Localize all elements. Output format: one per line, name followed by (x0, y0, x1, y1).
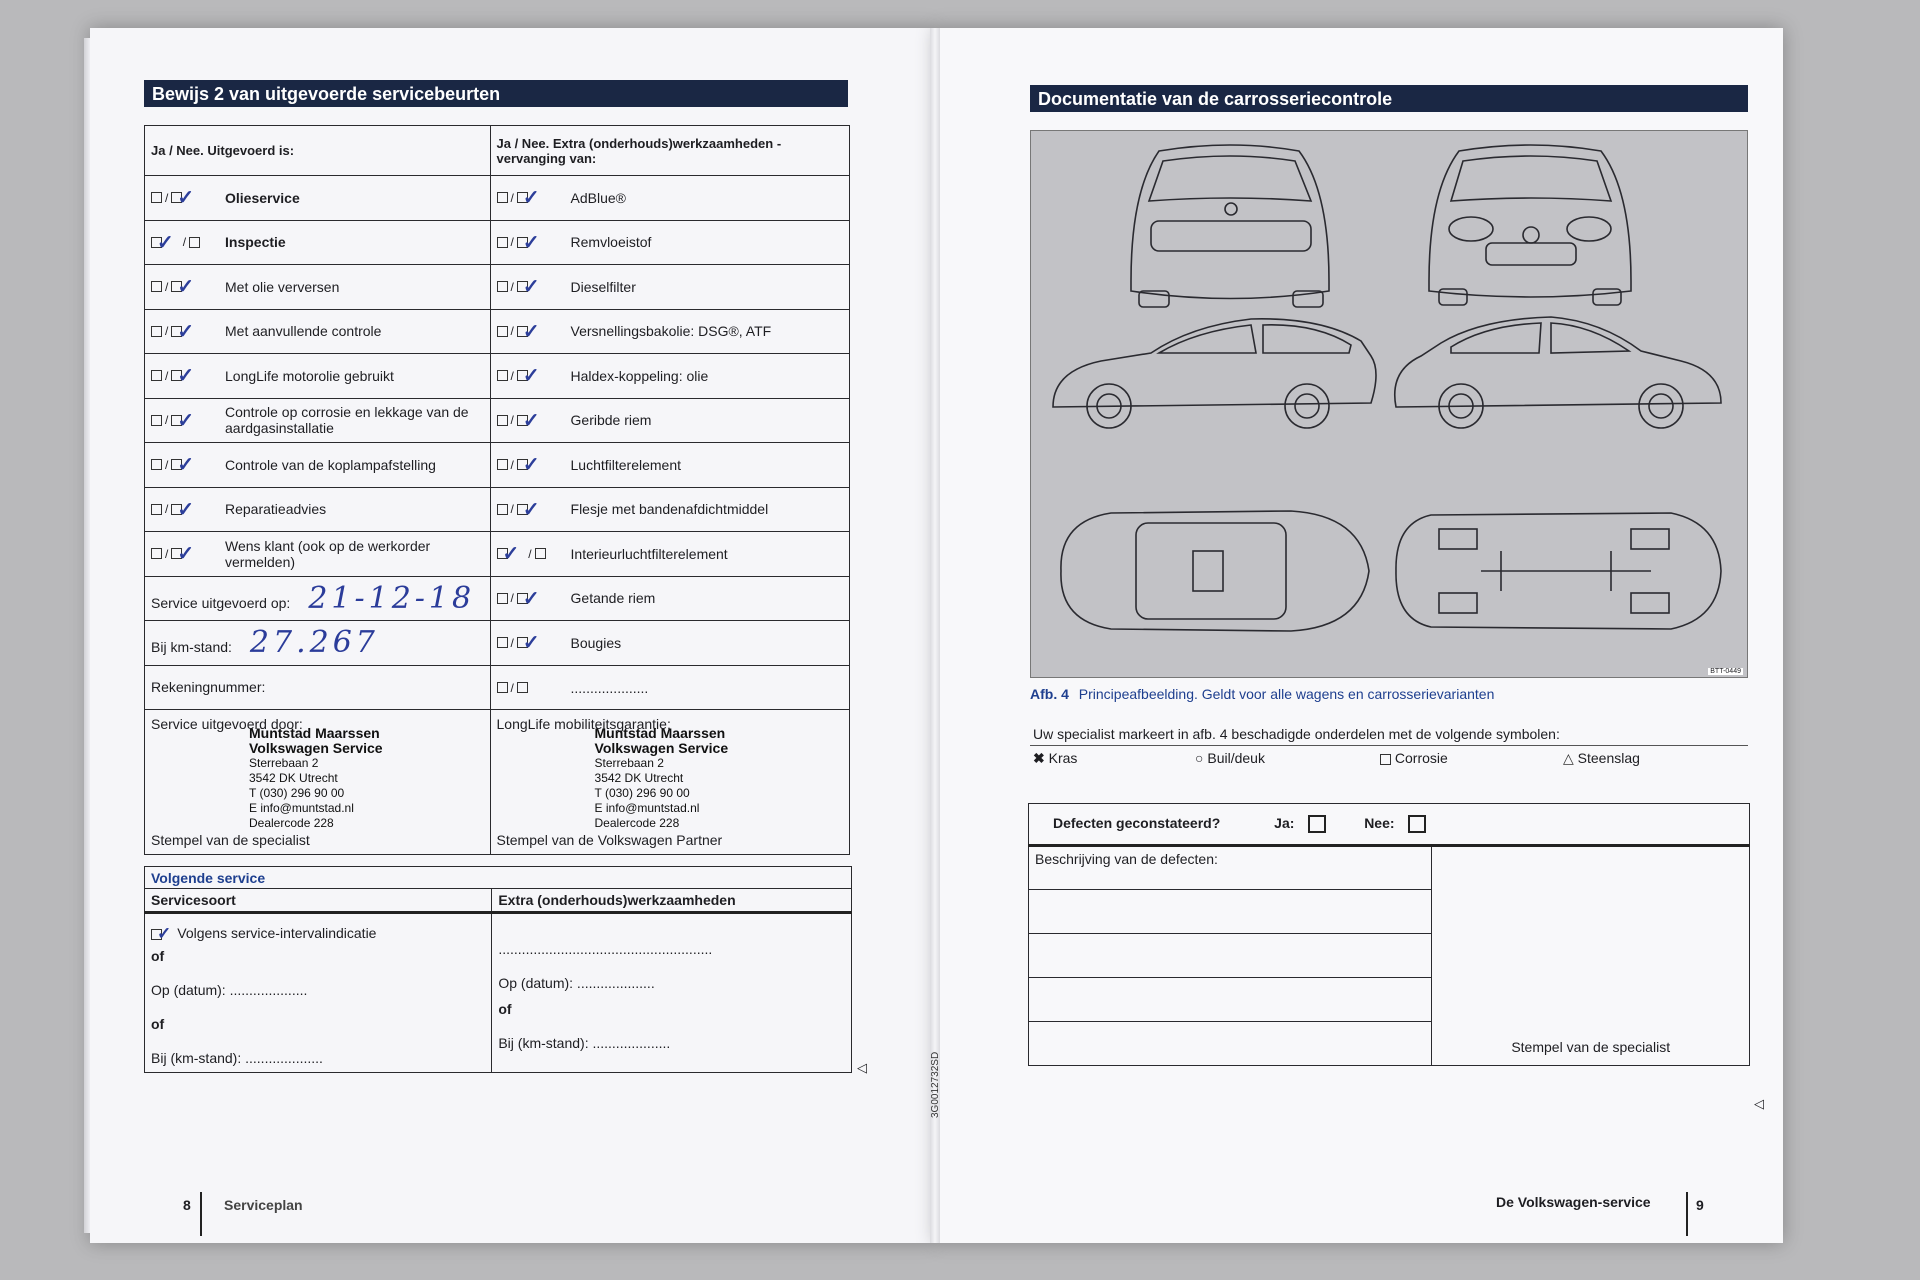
checkmark-icon: ✓ (522, 231, 540, 254)
next-date-field[interactable]: Op (datum): .................... (151, 982, 308, 999)
right-item-cell: / ✓ Luchtfilterelement (490, 443, 849, 488)
checkbox-ja[interactable] (151, 192, 162, 203)
triangle-icon: △ (1563, 750, 1574, 766)
table-row (145, 354, 850, 399)
stamp-brand: Volkswagen Service (249, 740, 383, 756)
checkmark-icon: ✓ (177, 454, 195, 477)
stamp-row (145, 710, 850, 855)
stamp-name: Muntstad Maarssen (594, 725, 726, 741)
left-item-label: Reparatieadvies (225, 501, 327, 518)
right-item-label: Haldex-koppeling: olie (570, 367, 709, 384)
checkmark-icon: ✓ (522, 276, 540, 299)
table-row (145, 309, 850, 354)
footer-section-left: Serviceplan (224, 1197, 303, 1213)
left-item-label: Met aanvullende controle (225, 323, 382, 340)
checkbox-ja[interactable] (151, 370, 162, 381)
car-outlines-image (1031, 131, 1747, 677)
defect-line-4[interactable] (1029, 1022, 1432, 1066)
service-done-by-cell (145, 710, 491, 855)
right-item-cell: / ✓ Remvloeistof (490, 220, 849, 265)
right-item-cell: / ✓ Getande riem (490, 576, 849, 621)
checkbox-ja[interactable] (151, 281, 162, 292)
page-number-left: 8 (183, 1197, 191, 1213)
record-cell[interactable] (145, 621, 491, 666)
table-row (145, 176, 850, 221)
checkmark-icon: ✓ (177, 543, 195, 566)
table-row (145, 443, 850, 488)
marking-instruction: Uw specialist markeert in afb. 4 beschadigde onderdelen met de volgende symbolen: (1033, 726, 1560, 742)
dealer-stamp (249, 726, 383, 831)
legend-stonechip (1563, 750, 1640, 767)
defects-question: Defecten geconstateerd? (1053, 814, 1221, 831)
continue-arrow-icon: ◁ (857, 1060, 867, 1075)
stamp-email: E info@muntstad.nl (594, 801, 700, 815)
checkbox-ja[interactable] (497, 682, 508, 693)
table-row (145, 220, 850, 265)
left-item-cell: / ✓ Olieservice (145, 176, 491, 221)
car-diagram-panel (1030, 130, 1748, 678)
left-item-cell: / ✓ Controle van de koplampafstelling (145, 443, 491, 488)
caption-text: Principeafbeelding. Geldt voor alle wagens en carrosserievarianten (1078, 686, 1495, 702)
right-item-cell: / ✓ Bougies (490, 621, 849, 666)
table-row (145, 665, 850, 710)
legend-dent (1195, 750, 1265, 766)
checkbox-ja[interactable] (497, 370, 508, 381)
legend-scratch-label: Kras (1048, 750, 1078, 766)
checkbox-ja[interactable] (151, 548, 162, 559)
checkbox-ja[interactable] (497, 593, 508, 604)
checkbox-ja[interactable] (151, 415, 162, 426)
right-item-cell: / ✓ Flesje met bandenafdichtmiddel (490, 487, 849, 532)
checkbox-ja[interactable] (497, 459, 508, 470)
done-by-label: Service uitgevoerd door: (151, 716, 303, 732)
legend-corrosion (1380, 750, 1448, 766)
section-title-service-proof: Bewijs 2 van uitgevoerde servicebeurten (144, 80, 848, 107)
right-item-label: .................... (570, 679, 649, 696)
right-item-label: AdBlue® (570, 189, 626, 206)
checkbox-ja[interactable] (497, 504, 508, 515)
service-type-cell: ✓ Volgens service-intervalindicatie of Op (datum): .................... of Bij (km-stand): .................... (145, 913, 492, 1073)
footer-section-right: De Volkswagen-service (1496, 1194, 1651, 1210)
right-item-label: Getande riem (570, 590, 656, 607)
stamp-brand: Volkswagen Service (594, 740, 729, 756)
checkbox-ja[interactable] (497, 237, 508, 248)
left-item-cell: / ✓ Wens klant (ook op de werkorder vermelden) (145, 532, 491, 577)
specialist-stamp-area: Stempel van de specialist (1432, 846, 1750, 1066)
interval-label: Volgens service-intervalindicatie (177, 925, 377, 941)
service-table (144, 125, 850, 855)
extra-work-header: Extra (onderhouds)werkzaamheden (492, 889, 852, 913)
extra-date-field[interactable]: Op (datum): .................... (498, 975, 655, 991)
table-row (145, 265, 850, 310)
right-item-cell: / ✓ AdBlue® (490, 176, 849, 221)
yes-checkbox[interactable] (1308, 815, 1326, 833)
checkmark-icon: ✓ (177, 320, 195, 343)
yes-label: Ja: (1274, 814, 1295, 831)
no-checkbox[interactable] (1408, 815, 1426, 833)
checkmark-icon: ✓ (177, 409, 195, 432)
stamp-email: E info@muntstad.nl (249, 801, 354, 815)
right-item-label: Geribde riem (570, 412, 652, 429)
partner-stamp-label: Stempel van de Volkswagen Partner (496, 832, 723, 848)
stamp-phone: T (030) 296 90 00 (249, 786, 345, 800)
footer-divider (200, 1192, 202, 1236)
defect-line-1[interactable] (1029, 890, 1432, 934)
checkbox-ja[interactable] (151, 459, 162, 470)
next-service-title: Volgende service (145, 867, 852, 889)
right-item-label: Bougies (570, 634, 622, 651)
stamp-label: Stempel van de specialist (151, 832, 310, 848)
legend-corrosion-label: Corrosie (1394, 750, 1448, 766)
checkbox-ja[interactable] (497, 637, 508, 648)
left-item-cell: / ✓ Met olie verversen (145, 265, 491, 310)
legend-scratch (1033, 750, 1077, 767)
defect-line-3[interactable] (1029, 978, 1432, 1022)
table-row (145, 398, 850, 443)
stamp-dealer: Dealercode 228 (249, 816, 334, 830)
left-item-cell: / ✓ Controle op corrosie en lekkage van de aardgasinstallatie (145, 398, 491, 443)
checkbox-ja[interactable] (497, 415, 508, 426)
figure-caption (1030, 686, 1494, 702)
legend-stonechip-label: Steenslag (1577, 750, 1640, 766)
next-service-table (144, 866, 852, 1073)
square-icon (1380, 754, 1391, 765)
service-date-label: Service uitgevoerd op: (151, 594, 291, 611)
checkbox-ja[interactable] (497, 192, 508, 203)
checkmark-icon: ✓ (177, 365, 195, 388)
left-item-cell: / ✓ LongLife motorolie gebruikt (145, 354, 491, 399)
checkmark-icon: ✓ (522, 454, 540, 477)
figure-code: BTT-0449 (1710, 668, 1741, 675)
right-item-label: Luchtfilterelement (570, 456, 682, 473)
right-item-label: Remvloeistof (570, 234, 652, 251)
continue-arrow-icon: ◁ (1754, 1096, 1764, 1111)
left-item-label: Olieservice (225, 189, 300, 206)
legend-divider (1030, 745, 1748, 746)
defect-line-2[interactable] (1029, 934, 1432, 978)
right-item-cell: / .................... (490, 665, 849, 710)
left-item-label: Controle van de koplampafstelling (225, 456, 436, 473)
legend-dent-label: Buil/deuk (1207, 750, 1265, 766)
longlife-label: LongLife mobiliteitsgarantie: (496, 716, 671, 732)
left-item-cell: / ✓ Reparatieadvies (145, 487, 491, 532)
checkmark-icon: ✓ (522, 632, 540, 655)
or-label: of (151, 1016, 165, 1033)
checkmark-icon: ✓ (522, 498, 540, 521)
stamp-street: Sterrebaan 2 (249, 756, 319, 770)
right-item-label: Dieselfilter (570, 278, 636, 295)
checkbox-nee[interactable] (535, 548, 546, 559)
stamp-city: 3542 DK Utrecht (249, 771, 338, 785)
stamp-phone: T (030) 296 90 00 (594, 786, 690, 800)
right-item-cell: / ✓ Versnellingsbakolie: DSG®, ATF (490, 309, 849, 354)
defects-header (1029, 804, 1750, 846)
checkbox-nee[interactable] (189, 237, 200, 248)
no-label: Nee: (1364, 814, 1395, 831)
left-item-cell: / ✓ Met aanvullende controle (145, 309, 491, 354)
extra-km-field[interactable]: Bij (km-stand): .................... (498, 1035, 671, 1051)
right-item-cell: / ✓ Geribde riem (490, 398, 849, 443)
left-item-label: LongLife motorolie gebruikt (225, 367, 394, 384)
extra-work-field[interactable]: ....................................................... (498, 941, 713, 957)
right-item-cell: / ✓ Haldex-koppeling: olie (490, 354, 849, 399)
checkmark-icon: ✓ (502, 543, 520, 566)
checkmark-icon: ✓ (522, 187, 540, 210)
defects-table (1028, 803, 1750, 1066)
checkmark-icon: ✓ (177, 498, 195, 521)
stamp-name: Muntstad Maarssen (249, 725, 380, 741)
page-number-right: 9 (1696, 1197, 1704, 1213)
right-item-label: Versnellingsbakolie: DSG®, ATF (570, 323, 772, 340)
checkmark-icon: ✓ (522, 320, 540, 343)
km-value-handwritten: 27.267 (249, 625, 379, 661)
left-item-label: Controle op corrosie en lekkage van de aardgasinstallatie (225, 404, 469, 437)
checkmark-icon: ✓ (177, 276, 195, 299)
table-row (145, 576, 850, 621)
right-item-cell: ✓ / Interieurluchtfilterelement (490, 532, 849, 577)
extra-work-cell (492, 913, 852, 1073)
section-title-body-check: Documentatie van de carrosseriecontrole (1030, 85, 1748, 112)
stamp-street: Sterrebaan 2 (594, 756, 664, 770)
checkmark-icon: ✓ (157, 231, 174, 254)
col1-header: Ja / Nee. Uitgevoerd is: (145, 126, 491, 176)
checkbox-ja[interactable] (497, 326, 508, 337)
circle-icon: ○ (1195, 750, 1204, 766)
checkbox-ja[interactable] (151, 504, 162, 515)
or-label: of (498, 1001, 512, 1017)
checkmark-icon: ✓ (522, 365, 540, 388)
caption-prefix: Afb. 4 (1030, 686, 1069, 702)
left-item-label: Inspectie (225, 234, 286, 251)
stamp-dealer: Dealercode 228 (594, 816, 680, 830)
description-label: Beschrijving van de defecten: (1029, 846, 1432, 890)
table-row (145, 621, 850, 666)
longlife-cell (490, 710, 849, 855)
left-item-label: Met olie verversen (225, 278, 340, 295)
left-item-label: Wens klant (ook op de werkorder vermelden) (225, 537, 431, 570)
dealer-stamp (595, 726, 729, 831)
side-document-code: 3G0012732SD (930, 1051, 941, 1118)
next-km-field[interactable]: Bij (km-stand): .................... (151, 1050, 323, 1067)
left-item-cell: ✓ / Inspectie (145, 220, 491, 265)
record-cell[interactable] (145, 576, 491, 621)
right-item-cell: / ✓ Dieselfilter (490, 265, 849, 310)
table-row (145, 487, 850, 532)
checkbox-nee[interactable] (517, 682, 528, 693)
cross-icon: ✖ (1033, 750, 1045, 766)
service-date-value-handwritten: 21-12-18 (308, 580, 476, 616)
col2-header: Ja / Nee. Extra (onderhouds)werkzaamheden - vervanging van: (490, 126, 849, 176)
checkmark-icon: ✓ (177, 187, 195, 210)
checkmark-icon: ✓ (522, 409, 540, 432)
service-type-header: Servicesoort (145, 889, 492, 913)
stamp-city: 3542 DK Utrecht (594, 771, 684, 785)
invoice-label: Rekeningnummer: (151, 679, 266, 696)
km-label: Bij km-stand: (151, 639, 232, 656)
checkbox-ja[interactable] (497, 281, 508, 292)
table-row (145, 532, 850, 577)
checkmark-icon: ✓ (522, 587, 540, 610)
or-label: of (151, 948, 165, 965)
right-item-label: Flesje met bandenafdichtmiddel (570, 501, 769, 518)
footer-divider (1686, 1192, 1688, 1236)
right-item-label: Interieurluchtfilterelement (570, 545, 728, 562)
record-cell[interactable] (145, 665, 491, 710)
checkbox-ja[interactable] (151, 326, 162, 337)
